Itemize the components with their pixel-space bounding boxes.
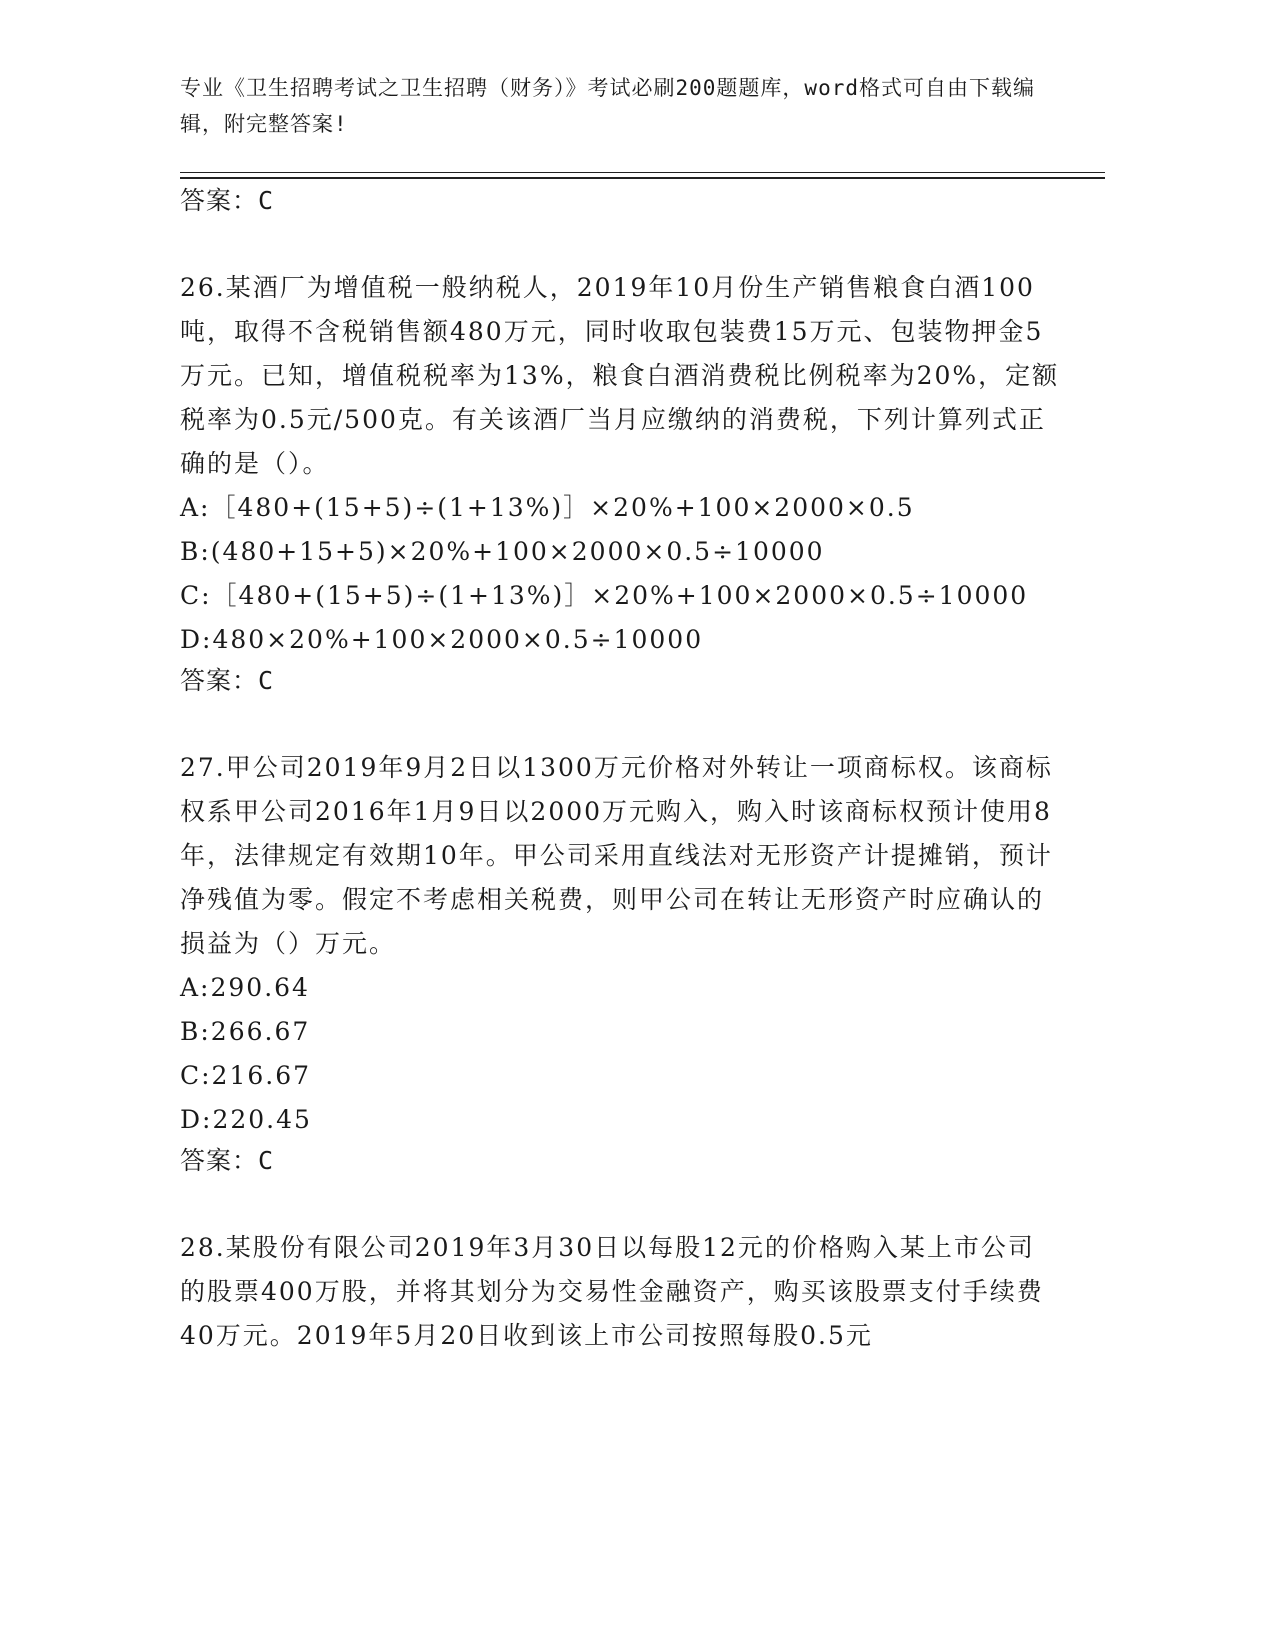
option-a: A:290.64 <box>180 973 310 1002</box>
answer-26: 答案：C <box>180 666 275 695</box>
option-c: C:216.67 <box>180 1061 312 1090</box>
option-a: A:［480+(15+5)÷(1+13%)］×20%+100×2000×0.5 <box>180 493 915 522</box>
header-rule-top <box>180 172 1105 173</box>
question-stem: 27.甲公司2019年9月2日以1300万元价格对外转让一项商标权。该商标权系甲公司2016年1月9日以2000万元购入，购入时该商标权预计使用8年，法律规定有效期10年。甲公司采用直线法对无形资产计提摊销，预计净残值为零。假定不考虑相关税费，则甲公司在转让无形资产时应确认的损益为（）万元。 <box>180 753 1053 958</box>
question-26 <box>180 266 1060 662</box>
option-c: C:［480+(15+5)÷(1+13%)］×20%+100×2000×0.5÷10000 <box>180 581 1029 610</box>
header-rule-bottom <box>180 177 1105 179</box>
question-27 <box>180 746 1060 1142</box>
question-stem: 26.某酒厂为增值税一般纳税人，2019年10月份生产销售粮食白酒100吨，取得不含税销售额480万元，同时收取包装费15万元、包装物押金5万元。已知，增值税税率为13%，粮食白酒消费税比例税率为20%，定额税率为0.5元/500克。有关该酒厂当月应缴纳的消费税，下列计算列式正确的是（）。 <box>180 273 1060 478</box>
option-b: B:266.67 <box>180 1017 311 1046</box>
answer-27: 答案：C <box>180 1146 275 1175</box>
question-28 <box>180 1226 1060 1358</box>
document-header: 专业《卫生招聘考试之卫生招聘（财务）》考试必刷200题题库，word格式可自由下载编辑，附完整答案! <box>180 76 1035 136</box>
option-b: B:(480+15+5)×20%+100×2000×0.5÷10000 <box>180 537 825 566</box>
question-stem: 28.某股份有限公司2019年3月30日以每股12元的价格购入某上市公司的股票400万股，并将其划分为交易性金融资产，购买该股票支付手续费40万元。2019年5月20日收到该上市公司按照每股0.5元 <box>180 1233 1044 1350</box>
option-d: D:480×20%+100×2000×0.5÷10000 <box>180 625 704 654</box>
option-d: D:220.45 <box>180 1105 312 1134</box>
answer-previous: 答案：C <box>180 186 275 215</box>
